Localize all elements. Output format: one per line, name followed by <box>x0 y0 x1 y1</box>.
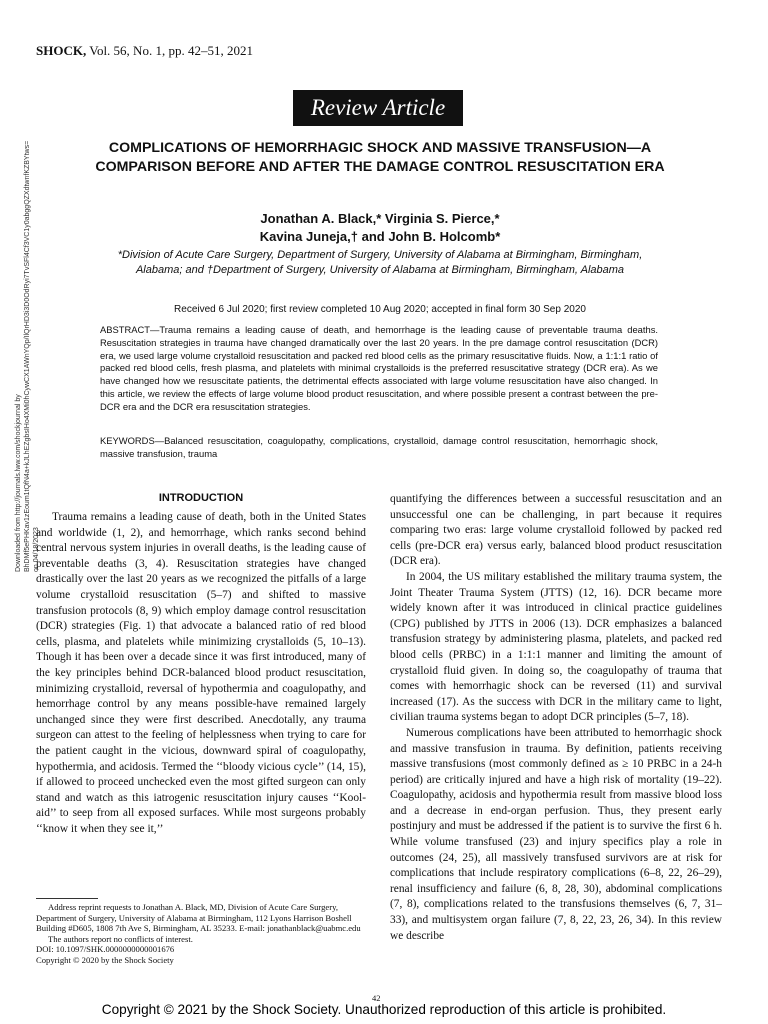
footnote-divider <box>36 898 98 899</box>
footnote-doi: DOI: 10.1097/SHK.0000000000001676 <box>36 944 175 954</box>
author-list <box>60 210 700 245</box>
body-paragraph: quantifying the differences between a successful resuscitation and an unsuccessful one can be challenging, in part because it requires comparing two eras: large volume crystalloid followed by packed red cells (pre-DCR era) versus early, balanced blood product resuscitation (DCR era). <box>390 493 722 568</box>
footnote-copyright: Copyright © 2020 by the Shock Society <box>36 954 174 965</box>
article-type-banner: Review Article <box>293 90 463 126</box>
footnote-reprint: Address reprint requests to Jonathan A. Black, MD, Division of Acute Care Surgery, Department of Surgery, University of Alabama at Birmingham, 112 Lyons Harrison Boshell Building #D605, 1808 7th Ave S, Birmingham, AL 35233. E-mail: jonathanblack@uabmc.edu <box>36 902 361 933</box>
keywords: KEYWORDS—Balanced resuscitation, coagulopathy, complications, crystalloid, damage control resuscitation, hemorrhagic shock, massive transfusion, trauma <box>100 435 658 459</box>
article-dates: Received 6 Jul 2020; first review completed 10 Aug 2020; accepted in final form 30 Sep 2020 <box>174 304 586 315</box>
section-heading-introduction: INTRODUCTION <box>158 492 244 504</box>
article-title: COMPLICATIONS OF HEMORRHAGIC SHOCK AND MASSIVE TRANSFUSION—A COMPARISON BEFORE AND AFTER THE DAMAGE CONTROL RESUSCITATION ERA <box>95 140 665 175</box>
author-line-2: Kavina Juneja,† and John B. Holcomb* <box>259 228 501 244</box>
affiliations: *Division of Acute Care Surgery, Department of Surgery, University of Alabama at Birmingham, Birmingham, Alabama; and †Department of Surgery, University of Alabama at Birmingham, Birmingham, Alabama <box>117 249 643 276</box>
copyright-notice: Copyright © 2021 by the Shock Society. Unauthorized reproduction of this article is prohibited. <box>101 1002 667 1017</box>
download-watermark <box>4 140 40 572</box>
journal-name: SHOCK, <box>36 43 87 58</box>
left-column <box>36 510 366 837</box>
page-number: 42 <box>372 993 381 1003</box>
body-paragraph: Numerous complications have been attributed to hemorrhagic shock and massive transfusion in trauma. By definition, patients receiving massive transfusions (most commonly defined as ≥ 10 PRBC in a 24-h period) are critically injured and have a high risk of mortality (19–22). Coagulopathy, acidosis and hypothermia result from massive blood loss and a decrease in end-organ perfusion. Thus, they present early postinjury and must be addressed if the patient is to survive the first 6 h. While volume transfused (23) and injury specifics play a role in outcomes (24, 25), all massively transfused survivors are at risk for complications that include respiratory complications (6–8, 22, 26–29), renal insufficiency and failure (6, 8, 28, 30), abdominal complications (7, 8), complications related to the transfusions themselves (6, 7, 31–33), and multisystem organ failure (7, 8, 22, 23, 26, 34). In this review we describe <box>390 726 722 942</box>
footnote-conflicts: The authors report no conflicts of interest. <box>48 933 193 944</box>
body-paragraph: Trauma remains a leading cause of death, both in the United States and worldwide (1, 2), and hemorrhage, which ranks second behind central nervous system injuries in overall deaths, is the leading cause of preventable deaths (3, 4). Resuscitation strategies have changed drastically over the last 20 years as we recognized the pitfalls of a large volume crystalloid resuscitation (5–7) and shifted to massive transfusion protocols (8, 9) which employ damage control resuscitation (DCR) strategies (Fig. 1) that advocate a balanced ratio of red blood cells, plasma, and platelets while minimizing crystalloids (5, 10–13). Though it has been over a decade since it was first introduced, many of the key principles behind DCR-balanced blood product resuscitation, minimizing crystalloid, reversal of hypothermia and coagulopathy, and hemorrhage control by any means possible-have remained largely unchanged since they were first described. Anecdotally, any trauma surgeon can attest to the feeling of helplessness when trying to care for the patient caught in the vicious, downward spiral of coagulopathy, hypothermia, and acidosis. Termed the ‘‘bloody vicious cycle’’ (14, 15), if allowed to proceed unchecked even the most gifted surgeon can only stand and watch as this iatrogenic resuscitation injury causes ‘‘Kool-aid’’ to seep from all exposed surfaces. While most surgeons probably ‘‘know it when they see it,’’ <box>36 511 366 835</box>
author-line-1: Jonathan A. Black,* Virginia S. Pierce,* <box>260 211 500 226</box>
footnotes <box>36 902 370 965</box>
download-watermark-text: Downloaded from http://journals.lww.com/shockjournal by BhDMf5ePHKav1zEoum1tQfN4a+kJLhEZgbsIHo4XMi0hCywCX1AWnYQp/IlQrHD3i3D0OdRyi7TvSFl4Cf3VC1y0abggQZXdtwnfKZBYtws= on 04/18/2023 <box>15 140 40 572</box>
journal-header <box>36 43 253 59</box>
journal-citation: Vol. 56, No. 1, pp. 42–51, 2021 <box>89 43 253 58</box>
abstract: ABSTRACT—Trauma remains a leading cause of death, and hemorrhage is the leading cause of preventable trauma deaths. Resuscitation strategies in trauma have changed dramatically over the last 20 years. In the pre damage control resuscitation (DCR) era, we used large volume crystalloid resuscitation and packed red blood cells as the primary resuscitative fluids. Now, a 1:1:1 ratio of packed red blood cells, fresh plasma, and platelets with minimal crystalloids is the preferred resuscitative strategy (DCR era). As we have changed how we resuscitate patients, the detrimental effects associated with large volume resuscitation have also changed. In this article, we review the effects of large volume blood product resuscitation, and where possible present a contrast between the pre-DCR era and the DCR era resuscitation strategies. <box>100 324 658 412</box>
body-paragraph: In 2004, the US military established the military trauma system, the Joint Theater Trauma System (JTTS) (12, 16). DCR became more widely known after it was introduced in clinical practice guidelines (CPG) published by JTTS in 2006 (13). DCR emphasizes a balanced transfusion strategy by administering plasma, platelets, and packed red blood cells (PRBC) in a 1:1:1 manner and limiting the amount of crystalloid fluid given. In doing so, the coagulopathy of trauma that comes with hemorrhagic shock can be reversed (11) and survival increased (17). As the success with DCR in the military came to light, civilian trauma systems began to adopt DCR principles (5–7, 18). <box>390 570 722 724</box>
right-column <box>390 492 722 944</box>
